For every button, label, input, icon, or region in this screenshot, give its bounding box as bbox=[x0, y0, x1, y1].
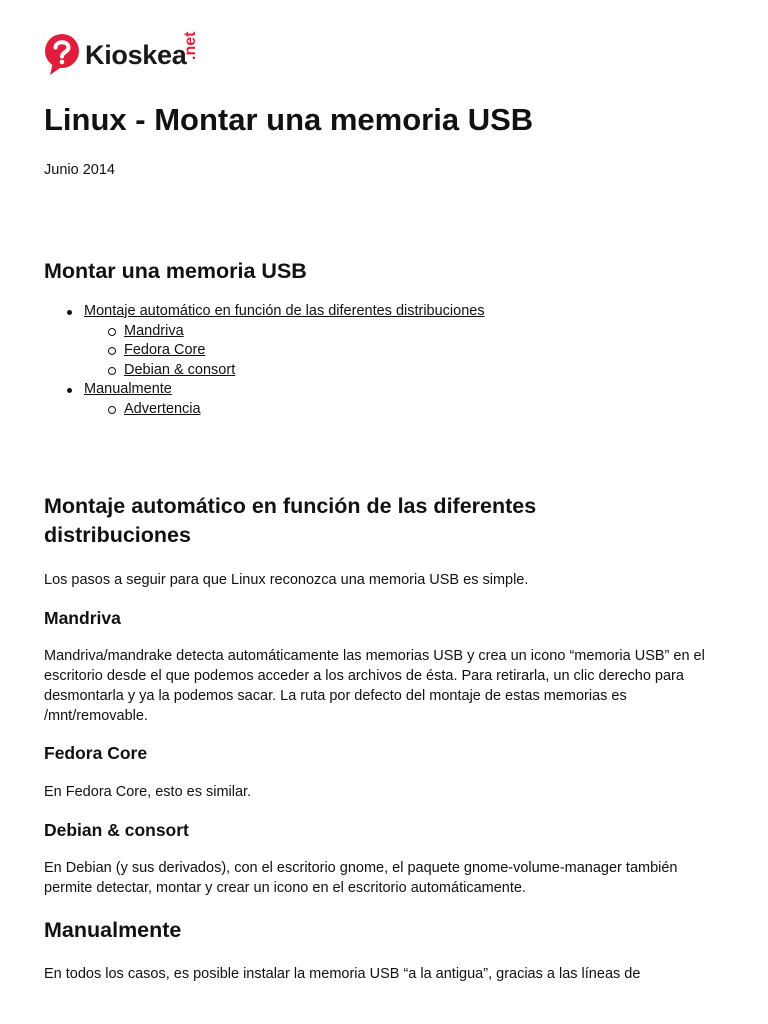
logo-text: Kioskea bbox=[85, 40, 187, 70]
toc-link-debian[interactable]: Debian & consort bbox=[124, 361, 236, 378]
toc-link-manual[interactable]: Manualmente bbox=[84, 381, 172, 398]
subsection-heading-mandriva: Mandriva bbox=[44, 608, 121, 628]
toc-item bbox=[62, 302, 485, 380]
toc-subitem bbox=[84, 341, 485, 361]
mandriva-paragraph: Mandriva/mandrake detecta automáticamente las memorias USB y crea un icono “memoria USB” en el escritorio desde el que podemos acceder a los archivos de ésta. Para retirarla, un clic derecho para desmontarla y ya la podemos sacar. La ruta por defecto del montaje de estas memorias es /mnt/removable. bbox=[44, 648, 705, 724]
toc-item bbox=[62, 380, 485, 419]
site-logo[interactable] bbox=[44, 31, 224, 78]
toc-subitem bbox=[84, 322, 485, 342]
page-title: Linux - Montar una memoria USB bbox=[44, 102, 534, 137]
toc-link-advertencia[interactable]: Advertencia bbox=[124, 400, 201, 417]
kioskea-logo-icon bbox=[44, 34, 80, 76]
debian-paragraph: En Debian (y sus derivados), con el escritorio gnome, el paquete gnome-volume-manager también permite detectar, montar y crear un icono en el escritorio automáticamente. bbox=[44, 860, 678, 896]
toc-link-mandriva[interactable]: Mandriva bbox=[124, 322, 184, 339]
toc-heading: Montar una memoria USB bbox=[44, 259, 307, 283]
fedora-paragraph: En Fedora Core, esto es similar. bbox=[44, 784, 252, 800]
toc-link-auto[interactable]: Montaje automático en función de las diferentes distribuciones bbox=[84, 303, 485, 319]
manual-paragraph: En todos los casos, es posible instalar la memoria USB “a la antigua”, gracias a las líneas de bbox=[44, 966, 641, 982]
section-heading-manual: Manualmente bbox=[44, 918, 182, 942]
section-intro: Los pasos a seguir para que Linux reconozca una memoria USB es simple. bbox=[44, 572, 529, 588]
toc-subitem bbox=[84, 361, 485, 381]
toc-link-fedora[interactable]: Fedora Core bbox=[124, 342, 206, 359]
publish-date: Junio 2014 bbox=[44, 162, 115, 178]
section-heading-auto: Montaje automático en función de las diferentes distribuciones bbox=[44, 494, 537, 547]
table-of-contents bbox=[62, 302, 485, 420]
subsection-heading-debian: Debian & consort bbox=[44, 820, 189, 840]
subsection-heading-fedora: Fedora Core bbox=[44, 743, 148, 763]
logo-suffix: .net bbox=[182, 31, 199, 60]
toc-subitem bbox=[84, 400, 485, 420]
